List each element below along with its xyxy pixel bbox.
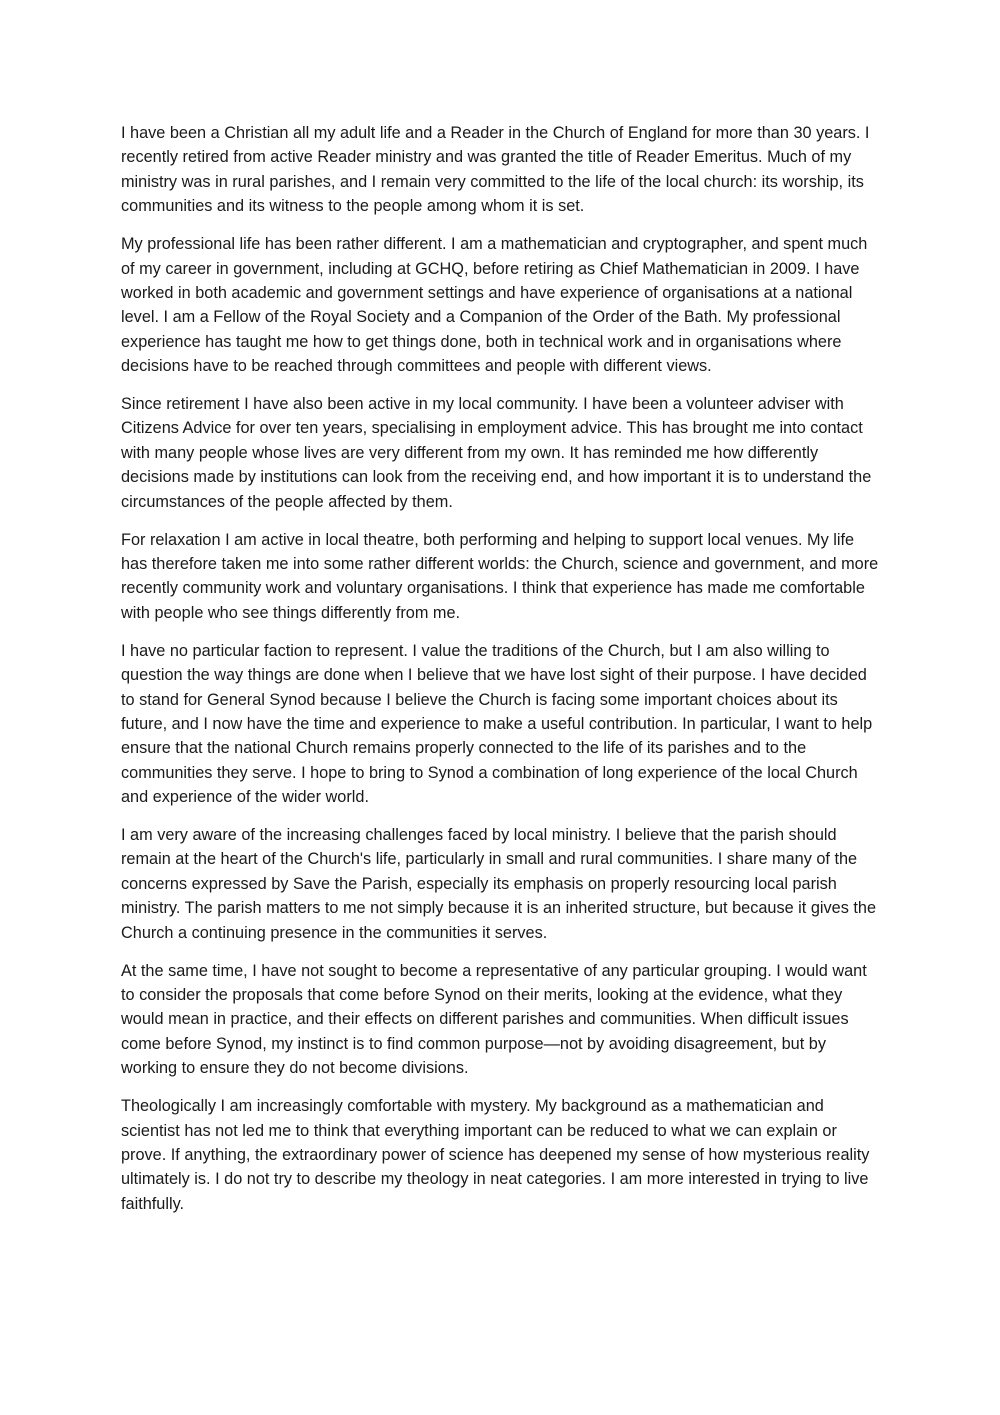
paragraph-general-synod: I have no particular faction to represent. I value the traditions of the Church, but I am also willing to question the way things are done when I believe that we have lost sight of their purpose. I have decided to stand for General Synod because I believe the Church is facing some important choices about its future, and I now have the time and experience to make a useful contribution. In particular, I want to help ensure that the national Church remains properly connected to the life of its parishes and to the communities they serve. I hope to bring to Synod a combination of long experience of the local Church and experience of the wider world. [121,641,873,807]
document-body [121,121,883,1230]
paragraph-theology: Theologically I am increasingly comfortable with mystery. My background as a mathematician and scientist has not led me to think that everything important can be reduced to what we can explain or prove. If anything, the extraordinary power of science has deepened my sense of how mysterious reality ultimately is. I do not try to describe my theology in neat categories. I am more interested in trying to live faithfully. [121,1097,870,1213]
paragraph-relaxation: For relaxation I am active in local theatre, both performing and helping to support local venues. My life has therefore taken me into some rather different worlds: the Church, science and government, and more recently community work and voluntary organisations. I think that experience has made me comfortable with people who see things differently from me. [121,530,879,622]
paragraph-community-work: Since retirement I have also been active in my local community. I have been a volunteer adviser with Citizens Advice for over ten years, specialising in employment advice. This has brought me into contact with many people whose lives are very different from my own. It has reminded me how differently decisions made by institutions can look from the receiving end, and how important it is to understand the circumstances of the people affected by them. [121,395,872,511]
paragraph-professional-life: My professional life has been rather different. I am a mathematician and cryptographer, and spent much of my career in government, including at GCHQ, before retiring as Chief Mathematician in 2009. I have worked in both academic and government settings and have experience of organisations at a national level. I am a Fellow of the Royal Society and a Companion of the Order of the Bath. My professional experience has taught me how to get things done, both in technical work and in organisations where decisions have to be reached through committees and people with different views. [121,235,868,376]
paragraph-christian-reader: I have been a Christian all my adult life and a Reader in the Church of England for more than 30 years. I recently retired from active Reader ministry and was granted the title of Reader Emeritus. Much of my ministry was in rural parishes, and I remain very committed to the life of the local church: its worship, its communities and its witness to the people among whom it is set. [121,124,870,216]
paragraph-representation: At the same time, I have not sought to become a representative of any particular grouping. I would want to consider the proposals that come before Synod on their merits, looking at the evidence, what they would mean in practice, and their effects on different parishes and communities. When difficult issues come before Synod, my instinct is to find common purpose—not by avoiding disagreement, but by working to ensure they do not become divisions. [121,961,867,1078]
paragraph-local-ministry: I am very aware of the increasing challenges faced by local ministry. I believe that the parish should remain at the heart of the Church's life, particularly in small and rural communities. I share many of the concerns expressed by Save the Parish, especially its emphasis on properly resourcing local parish ministry. The parish matters to me not simply because it is an inherited structure, but because it gives the Church a continuing presence in the communities it serves. [121,826,877,942]
